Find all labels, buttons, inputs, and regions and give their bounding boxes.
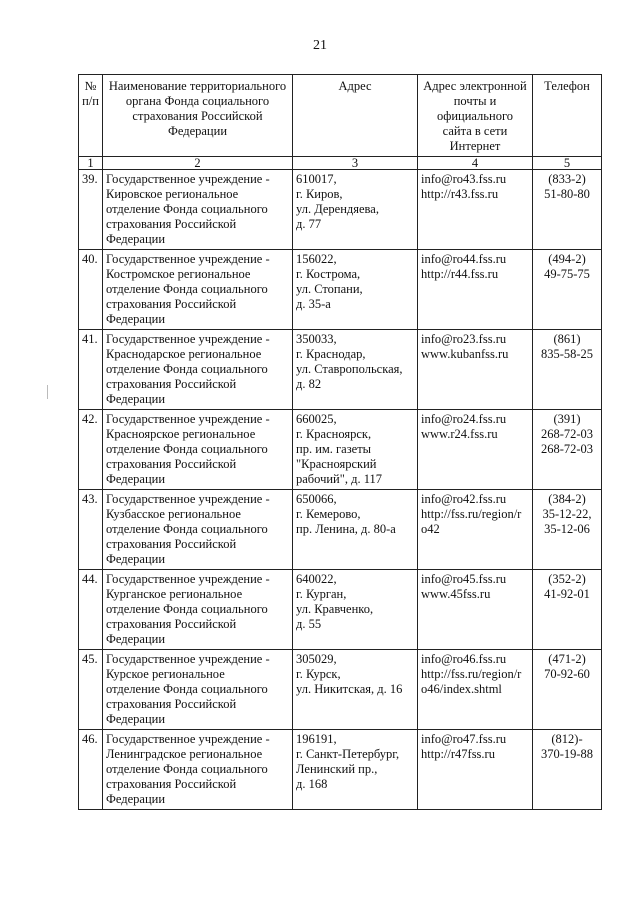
office-name-line: Государственное учреждение - [106, 412, 270, 426]
office-email [418, 490, 533, 570]
office-phone-line: 49-75-75 [544, 267, 590, 281]
office-name-line: страхования Российской [106, 537, 237, 551]
office-phone-line: (494-2) [548, 252, 586, 266]
office-phone-line: (352-2) [548, 572, 586, 586]
office-name-line: Красноярское региональное [106, 427, 256, 441]
office-email-line: www.r24.fss.ru [421, 427, 498, 441]
office-email-line: info@ro46.fss.ru [421, 652, 507, 666]
office-email-line: o42 [421, 522, 440, 536]
office-name-line: Федерации [106, 392, 166, 406]
office-name-line: Костромское региональное [106, 267, 251, 281]
office-address-line: 660025, [296, 412, 337, 426]
office-email [418, 570, 533, 650]
office-phone-line: 268-72-03 [540, 442, 594, 456]
office-phone-line: 35-12-06 [544, 522, 590, 536]
table-row [79, 650, 602, 730]
office-address-line: ул. Стопани, [296, 282, 363, 296]
row-number: 39. [79, 170, 103, 250]
office-name-line: Федерации [106, 632, 166, 646]
header-email [418, 75, 533, 157]
office-address-line: 350033, [296, 332, 337, 346]
header-email-line: Адрес электронной [423, 79, 527, 93]
office-email-line: http://fss.ru/region/r [421, 667, 522, 681]
office-name-line: Государственное учреждение - [106, 172, 270, 186]
office-phone-line: 51-80-80 [544, 187, 590, 201]
office-address-line: г. Красноярск, [296, 427, 372, 441]
row-number: 41. [79, 330, 103, 410]
office-name-line: Федерации [106, 552, 166, 566]
office-address-line: д. 77 [296, 217, 322, 231]
office-name-line: отделение Фонда социального [106, 602, 268, 616]
office-phone [533, 650, 602, 730]
table-row [79, 170, 602, 250]
office-name-line: страхования Российской [106, 617, 237, 631]
office-email-line: www.45fss.ru [421, 587, 491, 601]
office-name-line: Курганское региональное [106, 587, 243, 601]
office-phone-line: 35-12-22, [542, 507, 592, 521]
office-phone-line: 268-72-03 [540, 427, 594, 441]
row-number: 43. [79, 490, 103, 570]
office-name [103, 730, 293, 810]
office-email [418, 330, 533, 410]
office-email-line: info@ro23.fss.ru [421, 332, 507, 346]
office-address-line: г. Курган, [296, 587, 347, 601]
office-address-line: пр. Ленина, д. 80-а [296, 522, 396, 536]
office-email [418, 730, 533, 810]
office-name-line: Государственное учреждение - [106, 332, 270, 346]
office-name-line: Государственное учреждение - [106, 252, 270, 266]
office-name-line: отделение Фонда социального [106, 282, 268, 296]
office-email-line: http://fss.ru/region/r [421, 507, 522, 521]
header-name-line: органа Фонда социального [125, 94, 270, 108]
office-phone [533, 170, 602, 250]
office-address-line: 650066, [296, 492, 337, 506]
table-row [79, 570, 602, 650]
header-row [79, 75, 602, 157]
office-name-line: страхования Российской [106, 457, 237, 471]
office-address-line: д. 82 [296, 377, 322, 391]
office-address-line: ул. Ставропольская, [296, 362, 403, 376]
office-name-line: страхования Российской [106, 697, 237, 711]
office-phone-line: (384-2) [548, 492, 586, 506]
office-address-line: д. 55 [296, 617, 322, 631]
office-name-line: Кузбасское региональное [106, 507, 241, 521]
header-address [293, 75, 418, 157]
office-address-line: 640022, [296, 572, 337, 586]
office-phone [533, 250, 602, 330]
office-name-line: Государственное учреждение - [106, 492, 270, 506]
office-address [293, 650, 418, 730]
office-phone [533, 330, 602, 410]
office-email-line: http://r44.fss.ru [421, 267, 499, 281]
office-phone-line: 70-92-60 [544, 667, 590, 681]
office-name [103, 650, 293, 730]
header-name-line: страхования Российской [132, 109, 263, 123]
row-number: 46. [79, 730, 103, 810]
office-address-line: ул. Дерендяева, [296, 202, 379, 216]
table-row [79, 410, 602, 490]
office-email-line: http://r43.fss.ru [421, 187, 499, 201]
office-address-line: г. Краснодар, [296, 347, 366, 361]
office-name [103, 490, 293, 570]
office-name-line: Государственное учреждение - [106, 572, 270, 586]
office-address-line: 305029, [296, 652, 337, 666]
office-phone-line: (833-2) [548, 172, 586, 186]
header-email-line: Интернет [449, 139, 501, 153]
row-number: 44. [79, 570, 103, 650]
office-address-line: 196191, [296, 732, 337, 746]
regional-offices-table [78, 74, 602, 810]
office-email-line: info@ro45.fss.ru [421, 572, 507, 586]
office-name-line: Краснодарское региональное [106, 347, 262, 361]
table-row [79, 250, 602, 330]
column-number: 5 [533, 157, 602, 170]
row-number: 42. [79, 410, 103, 490]
office-email-line: info@ro44.fss.ru [421, 252, 507, 266]
office-address-line: пр. им. газеты [296, 442, 372, 456]
office-name-line: отделение Фонда социального [106, 202, 268, 216]
office-name-line: отделение Фонда социального [106, 442, 268, 456]
office-name-line: отделение Фонда социального [106, 682, 268, 696]
header-num-line: п/п [82, 94, 99, 108]
office-name-line: Федерации [106, 472, 166, 486]
office-name [103, 170, 293, 250]
office-email-line: http://r47fss.ru [421, 747, 495, 761]
office-name-line: отделение Фонда социального [106, 522, 268, 536]
office-phone [533, 410, 602, 490]
office-address-line: г. Курск, [296, 667, 341, 681]
scan-margin-mark [47, 385, 48, 399]
office-email-line: info@ro24.fss.ru [421, 412, 507, 426]
office-address-line: ул. Кравченко, [296, 602, 374, 616]
column-number: 1 [79, 157, 103, 170]
office-name-line: Федерации [106, 232, 166, 246]
header-email-line: почты и [453, 94, 497, 108]
office-address-line: г. Кострома, [296, 267, 361, 281]
header-num-line: № [84, 79, 97, 93]
office-name-line: Государственное учреждение - [106, 732, 270, 746]
office-name-line: Федерации [106, 312, 166, 326]
office-name-line: отделение Фонда социального [106, 362, 268, 376]
office-name [103, 330, 293, 410]
office-address [293, 330, 418, 410]
office-email-line: info@ro47.fss.ru [421, 732, 507, 746]
office-phone [533, 730, 602, 810]
office-phone-line: (861) [553, 332, 581, 346]
header-name-line: Наименование территориального [108, 79, 287, 93]
office-email-line: info@ro42.fss.ru [421, 492, 507, 506]
office-name-line: Государственное учреждение - [106, 652, 270, 666]
header-phone-line: Телефон [544, 79, 590, 93]
office-name-line: Кировское региональное [106, 187, 239, 201]
header-name-line: Федерации [167, 124, 228, 138]
office-address-line: д. 35-а [296, 297, 331, 311]
office-email [418, 250, 533, 330]
office-email [418, 650, 533, 730]
office-address [293, 410, 418, 490]
column-number-row [79, 157, 602, 170]
office-name [103, 570, 293, 650]
office-phone-line: (391) [553, 412, 581, 426]
office-email-line: www.kubanfss.ru [421, 347, 509, 361]
office-address-line: "Красноярский [296, 457, 377, 471]
office-phone [533, 570, 602, 650]
office-address-line: рабочий", д. 117 [296, 472, 382, 486]
office-address-line: ул. Никитская, д. 16 [296, 682, 403, 696]
office-phone [533, 490, 602, 570]
header-num [79, 75, 103, 157]
column-number: 3 [293, 157, 418, 170]
office-email-line: info@ro43.fss.ru [421, 172, 507, 186]
office-address [293, 170, 418, 250]
office-phone-line: (471-2) [548, 652, 586, 666]
office-name-line: отделение Фонда социального [106, 762, 268, 776]
office-address-line: г. Киров, [296, 187, 343, 201]
table-row [79, 330, 602, 410]
office-address [293, 570, 418, 650]
office-phone-line: 835-58-25 [540, 347, 594, 361]
office-name-line: Ленинградское региональное [106, 747, 263, 761]
office-name-line: Федерации [106, 792, 166, 806]
header-address-line: Адрес [338, 79, 372, 93]
office-name-line: страхования Российской [106, 297, 237, 311]
table-row [79, 490, 602, 570]
row-number: 40. [79, 250, 103, 330]
office-address-line: д. 168 [296, 777, 328, 791]
office-name-line: Курское региональное [106, 667, 225, 681]
office-name [103, 250, 293, 330]
office-address-line: г. Кемерово, [296, 507, 361, 521]
office-name-line: страхования Российской [106, 217, 237, 231]
office-name-line: Федерации [106, 712, 166, 726]
header-email-line: сайта в сети [442, 124, 508, 138]
column-number: 2 [103, 157, 293, 170]
table-row [79, 730, 602, 810]
office-address-line: 156022, [296, 252, 337, 266]
header-name [103, 75, 293, 157]
office-name-line: страхования Российской [106, 777, 237, 791]
office-name-line: страхования Российской [106, 377, 237, 391]
office-address [293, 250, 418, 330]
office-address [293, 730, 418, 810]
page-number: 21 [313, 38, 327, 53]
column-number: 4 [418, 157, 533, 170]
header-email-line: официального [436, 109, 514, 123]
office-address-line: г. Санкт-Петербург, [296, 747, 400, 761]
office-phone-line: 41-92-01 [544, 587, 590, 601]
office-phone-line: (812)- [551, 732, 583, 746]
office-address-line: Ленинский пр., [296, 762, 378, 776]
office-email [418, 410, 533, 490]
header-phone [533, 75, 602, 157]
office-address-line: 610017, [296, 172, 337, 186]
office-email-line: o46/index.shtml [421, 682, 502, 696]
office-address [293, 490, 418, 570]
office-name [103, 410, 293, 490]
office-email [418, 170, 533, 250]
row-number: 45. [79, 650, 103, 730]
office-phone-line: 370-19-88 [540, 747, 594, 761]
